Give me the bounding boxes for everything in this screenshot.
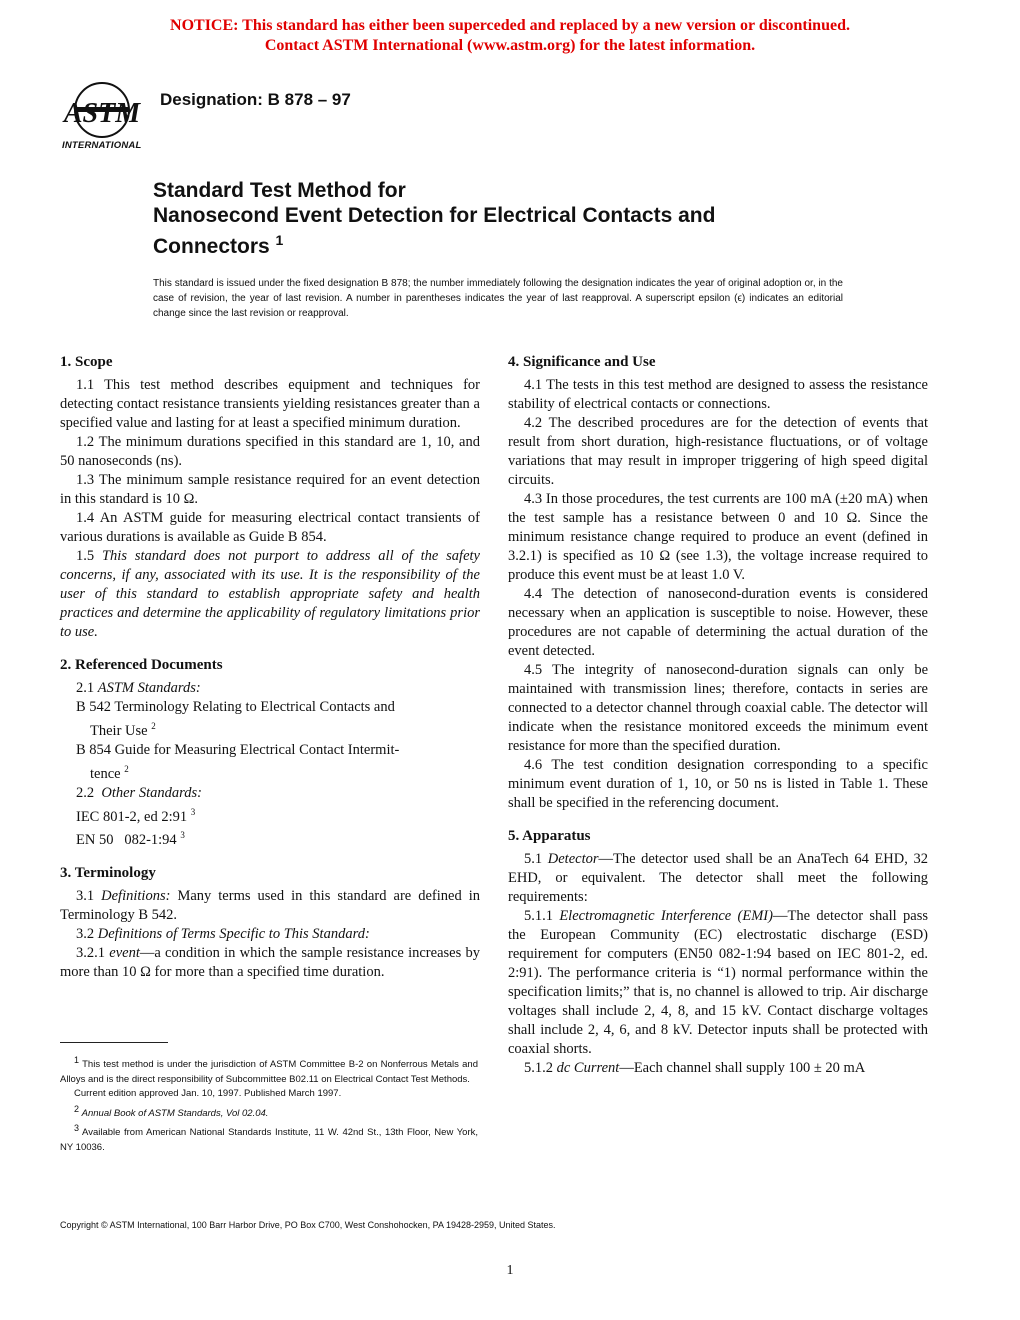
para-4-1: 4.1 The tests in this test method are designed to assess the resistance stability of electrical contacts or connections.: [508, 377, 928, 412]
para-3-2: [60, 925, 480, 944]
reference-en: [76, 826, 480, 850]
para-5-1-1-term: Electromagnetic Interference (EMI): [559, 908, 773, 924]
footnote-2: [60, 1102, 478, 1122]
reference-list-other: [60, 803, 480, 851]
copyright-line: Copyright © ASTM International, 100 Barr Harbor Drive, PO Box C700, West Conshohocken, PA 19428-2959, United States.: [60, 1220, 556, 1230]
footnote-3-sup: 3: [74, 1123, 80, 1134]
footnote-2-sup: 2: [74, 1103, 80, 1114]
supersession-notice: [0, 16, 1020, 56]
reference-iec-text: IEC 801-2, ed 2:91: [76, 808, 188, 825]
title-line-3: [153, 228, 953, 259]
para-3-2-1: [60, 944, 480, 982]
para-5-1-text: —The detector used shall be an AnaTech 64 EHD, 32 EHD, or equivalent. The detector shall meet the following requirements:: [508, 851, 929, 905]
reference-b542-sup: 2: [151, 721, 156, 731]
title-line-2: Nanosecond Event Detection for Electrical Contacts and: [153, 204, 716, 227]
para-1-4: 1.4 An ASTM guide for measuring electrical contact transients of various durations is available as Guide B 854.: [60, 510, 480, 545]
para-3-1-num: 3.1: [76, 888, 95, 905]
reference-b542-line1: B 542 Terminology Relating to Electrical Contacts and: [76, 699, 395, 715]
footnote-1-sup: 1: [74, 1055, 80, 1065]
para-2-2: [60, 784, 480, 803]
reference-iec-sup: 3: [190, 806, 196, 817]
para-5-1-num: 5.1: [524, 851, 543, 867]
reference-b854-sup: 2: [124, 763, 129, 774]
issued-note: This standard is issued under the fixed designation B 878; the number immediately following the designation indicates the year of original adoption or, in the case of revision, the year of last revision. A number in parentheses indicates the year of last reapproval. A superscript epsilon (ϵ) indicates an editorial change since the last revision or reapproval.: [153, 278, 843, 319]
para-2-1-text: ASTM Standards:: [97, 680, 201, 696]
para-3-1-text: Many terms used in this standard are defined in Terminology B 542.: [60, 888, 480, 924]
para-3-2-num: 3.2: [76, 926, 95, 943]
footnote-3-text: Available from American National Standards Institute, 11 W. 42nd St., 13th Floor, New York, NY 10036.: [60, 1127, 478, 1153]
footnote-1-text: This test method is under the jurisdiction of ASTM Committee B-2 on Nonferrous Metals and Alloys and is the direct responsibility of Subcommittee B02.11 on Electrical Contact Test Methods.: [60, 1059, 478, 1085]
section-5-heading: 5. Apparatus: [508, 828, 591, 844]
footnote-divider: [60, 1042, 168, 1043]
designation: Designation: B 878 – 97: [160, 90, 351, 109]
section-3-heading: 3. Terminology: [60, 865, 156, 882]
reference-list-astm: [60, 698, 480, 784]
title-footnote-ref: 1: [275, 232, 284, 248]
para-1-5-num: 1.5: [76, 548, 95, 564]
para-5-1-1-text: —The detector shall pass the European Community (EC) electrostatic discharge (ESD) requirement for computers (EN50 082-1:94 based on IEC 801-2, ed. 2:91). The performance criteria is “1) normal performance within the specification limits;” that is, no channel is allowed to trip. Air discharge voltages shall include 2, 4, 8, and 15 kV. Contact discharge voltages shall include 2, 4, 6, and 8 kV. Detector inputs shall be protected with coaxial shorts.: [508, 908, 928, 1057]
reference-iec: [76, 803, 480, 827]
reference-b854-line2: tence: [90, 765, 121, 782]
para-1-1: 1.1 This test method describes equipment and techniques for detecting contact resistance transients yielding resistances greater than a specified value and lasting for at least a specified minimum duration.: [60, 377, 480, 431]
para-5-1-2: [508, 1059, 928, 1078]
footnote-2-text: Annual Book of ASTM Standards, Vol 02.04.: [81, 1107, 269, 1119]
para-1-5-text: This standard does not purport to address all of the safety concerns, if any, associated with its use. It is the responsibility of the user of this standard to establish appropriate safety and health practices and determine the applicability of regulatory limitations prior to use.: [60, 548, 480, 640]
title-line-3-text: Connectors: [153, 235, 270, 258]
section-4-heading: 4. Significance and Use: [508, 354, 656, 370]
para-5-1-1-num: 5.1.1: [524, 908, 553, 924]
para-3-1-term: Definitions:: [101, 888, 171, 905]
para-2-1: [60, 679, 480, 698]
para-2-1-num: 2.1: [76, 680, 95, 696]
left-column: [60, 350, 480, 982]
right-column: [508, 350, 928, 1078]
para-4-2: 4.2 The described procedures are for the detection of events that result from short duration, high-resistance fluctuations, or of voltage variations that may result in improper triggering of high speed digital circuits.: [508, 415, 928, 488]
para-4-3: 4.3 In those procedures, the test currents are 100 mA (±20 mA) when the test sample has a resistance between 0 and 10 Ω. Since the minimum resistance change required to produce an event (defined in 3.2.1) is specified as 10 Ω (see 1.3), the voltage increase required to produce this event must be at least 1.0 V.: [508, 491, 928, 583]
para-2-2-num: 2.2: [76, 784, 95, 801]
para-2-2-text: Other Standards:: [101, 784, 202, 801]
para-4-6: 4.6 The test condition designation corresponding to a specific minimum event duration of 1, 10, or 50 ns is listed in Table 1. These shall be specified in the referencing document.: [508, 757, 928, 811]
page-number: 1: [506, 1263, 514, 1278]
reference-b542: [76, 698, 480, 741]
reference-en-sup: 3: [180, 830, 185, 841]
notice-line-2: Contact ASTM International (www.astm.org) for the latest information.: [264, 37, 756, 54]
para-4-5: 4.5 The integrity of nanosecond-duration signals can only be maintained with transmission lines; therefore, contacts in series are connected to a detector channel through coaxial cable. The detector will indicate when the resistance monitored exceeds the minimum event resistance for more than the specified duration.: [508, 662, 928, 754]
reference-b542-line2: Their Use: [90, 722, 148, 739]
notice-line-1: NOTICE: This standard has either been superceded and replaced by a new version or discontinued.: [170, 17, 850, 34]
section-2-heading: 2. Referenced Documents: [60, 657, 223, 673]
footnote-1-edition: Current edition approved Jan. 10, 1997. Published March 1997.: [74, 1088, 342, 1100]
para-5-1-2-text: —Each channel shall supply 100 ± 20 mA: [619, 1060, 866, 1076]
para-5-1: [508, 850, 928, 907]
para-3-2-1-term: event: [109, 945, 140, 962]
footnote-3: [60, 1121, 478, 1155]
para-5-1-2-num: 5.1.2: [524, 1060, 553, 1076]
reference-en-text: EN 50 082-1:94: [76, 832, 177, 849]
reference-b854-line1: B 854 Guide for Measuring Electrical Contact Intermit-: [76, 741, 400, 758]
para-5-1-1: [508, 907, 928, 1059]
para-3-2-text: Definitions of Terms Specific to This Standard:: [97, 926, 370, 943]
para-3-2-1-num: 3.2.1: [76, 945, 105, 962]
para-4-4: 4.4 The detection of nanosecond-duration events is considered necessary when an application is susceptible to noise. However, these procedures are not capable of determining the actual duration of the event detected.: [508, 586, 928, 659]
page-title: [153, 178, 953, 259]
para-1-3: 1.3 The minimum sample resistance required for an event detection in this standard is 10 Ω.: [60, 472, 480, 507]
title-line-1: Standard Test Method for: [153, 179, 406, 202]
logo-subtext: INTERNATIONAL: [62, 140, 142, 151]
para-1-5: [60, 547, 480, 642]
footnotes: [60, 1053, 478, 1155]
para-5-1-term: Detector: [547, 851, 599, 867]
section-1-heading: 1. Scope: [60, 354, 113, 370]
reference-b854: [76, 741, 480, 784]
footnote-1: [60, 1053, 478, 1087]
para-3-2-1-text: —a condition in which the sample resistance increases by more than 10 Ω for more than a specified time duration.: [60, 945, 480, 981]
para-5-1-2-term: dc Current: [556, 1060, 620, 1076]
para-1-2: 1.2 The minimum durations specified in this standard are 1, 10, and 50 nanoseconds (ns).: [60, 434, 480, 469]
logo-letters: ASTM: [63, 98, 141, 129]
para-3-1: [60, 887, 480, 925]
